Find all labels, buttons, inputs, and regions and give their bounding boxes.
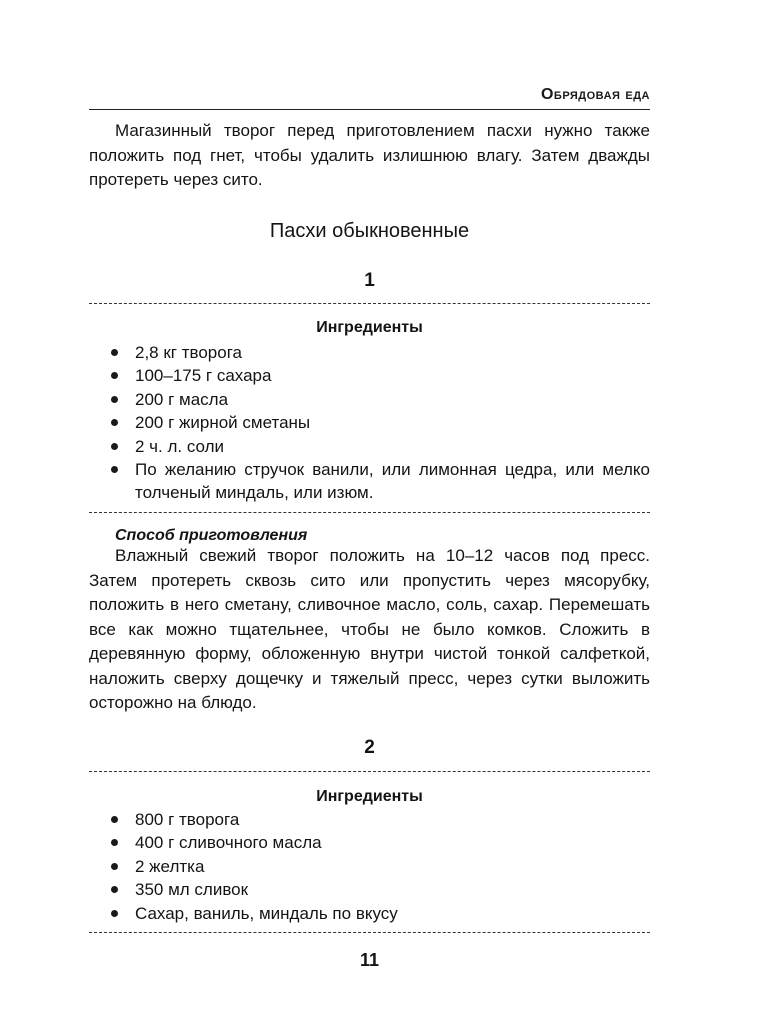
intro-text: Магазинный творог перед приготовлением пасхи нужно также положить под гнет, чтобы удалить излишнюю влагу. Затем дважды протереть через сито. [89,121,650,189]
running-head: Обрядовая еда [540,86,650,103]
ingredients-list [89,341,650,505]
bullet-icon [111,396,118,403]
intro-paragraph [89,119,650,193]
ingredient-text: 800 г творога [135,810,240,829]
section-title: Пасхи обыкновенные [269,220,470,242]
ingredient-text: По желанию стручок ванили, или лимонная цедра, или мелко толченый миндаль, или изюм. [135,460,650,503]
dashed-rule [89,512,650,513]
bullet-icon [111,910,118,917]
list-item [89,458,650,505]
list-item [89,878,650,901]
bullet-icon [111,466,118,473]
bullet-icon [111,349,118,356]
method-label: Способ приготовления [115,527,308,544]
ingredients-title: Ингредиенты [316,319,423,336]
bullet-icon [111,886,118,893]
bullet-icon [111,419,118,426]
ingredient-text: 100–175 г сахара [135,366,272,386]
list-item [89,831,650,854]
list-item [89,388,650,411]
page-number: 11 [359,950,380,970]
method-text: Влажный свежий творог положить на 10–12 часов под пресс. Затем протереть сквозь сито или пропустить через мясорубку, положить в него сметану, сливочное масло, соль, сахар. Перемешать все как можно тщательнее, чтобы не было комков. Сложить в деревянную форму, обложенную внутри чистой тонкой салфеткой, наложить сверху дощечку и тяжелый пресс, через сутки выложить осторожно на блюдо. [89,546,650,712]
bullet-icon [111,839,118,846]
ingredient-text: 200 г масла [135,389,229,409]
list-item [89,902,650,925]
ingredient-text: 2 ч. л. соли [135,436,225,456]
ingredient-text: 400 г сливочного масла [135,833,322,853]
dashed-rule [89,932,650,933]
bullet-icon [111,372,118,379]
ingredient-text: 350 мл сливок [135,880,249,900]
bullet-icon [111,816,118,823]
ingredient-text: 2,8 кг творога [135,343,242,362]
list-item [89,411,650,434]
ingredient-text: 200 г жирной сметаны [135,413,311,433]
dashed-rule [89,771,650,772]
ingredient-text: Сахар, ваниль, миндаль по вкусу [135,903,398,923]
ingredient-text: 2 желтка [135,856,205,876]
list-item [89,341,650,364]
recipe-number: 2 [364,737,375,758]
list-item [89,808,650,831]
header-rule [89,109,650,110]
dashed-rule [89,303,650,304]
list-item [89,855,650,878]
bullet-icon [111,863,118,870]
recipe-number: 1 [364,270,375,291]
ingredients-title: Ингредиенты [316,788,423,805]
list-item [89,435,650,458]
bullet-icon [111,443,118,450]
list-item [89,364,650,387]
method-paragraph [89,544,650,716]
ingredients-list [89,808,650,925]
